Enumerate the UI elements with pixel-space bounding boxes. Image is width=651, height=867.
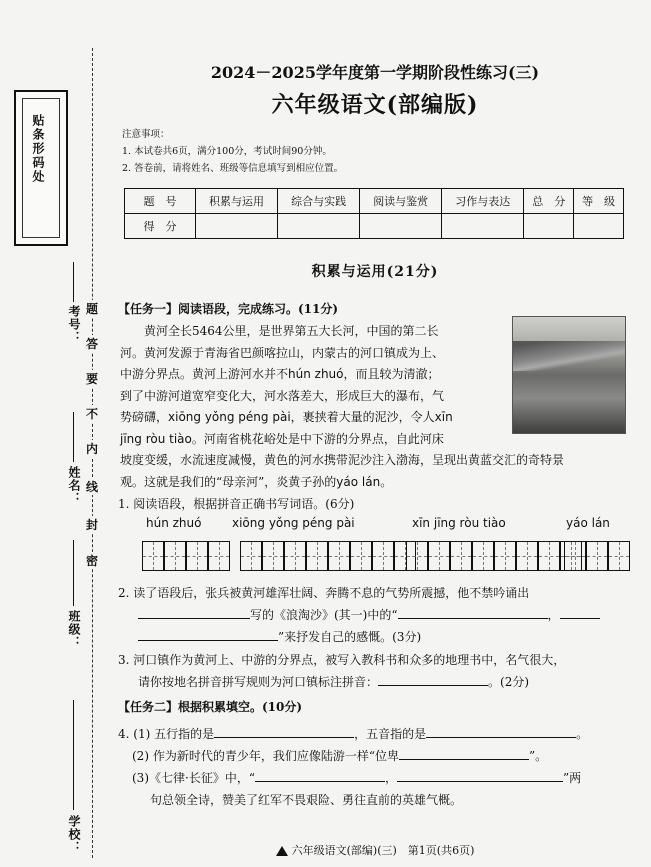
- yellow-river-photo: [512, 316, 626, 434]
- grid-cell[interactable]: [142, 541, 164, 571]
- answer-blank[interactable]: [378, 673, 488, 686]
- grid-cell[interactable]: [328, 541, 350, 571]
- q4-text: ，五音指的是: [354, 727, 427, 741]
- grid-cell[interactable]: [428, 541, 450, 571]
- grid-cell[interactable]: [164, 541, 186, 571]
- table-header: 习作与表达: [442, 189, 524, 214]
- table-row-label: 得 分: [125, 214, 196, 239]
- q1-text: 1. 阅读语段，根据拼音正确书写词语。(6分): [118, 497, 355, 511]
- school-blank: [73, 700, 74, 810]
- q4-text: (3)《七律·长征》中，“: [132, 771, 255, 785]
- class-label: 班级：: [67, 610, 81, 649]
- q1-pinyin-label: hún zhuó: [146, 516, 202, 530]
- score-cell[interactable]: [196, 214, 278, 239]
- score-table-header-row: [125, 189, 624, 214]
- table-header: 题 号: [125, 189, 196, 214]
- answer-blank[interactable]: [214, 725, 354, 738]
- q4-text: 4. (1) 五行指的是: [118, 727, 215, 741]
- grid-cell[interactable]: [608, 541, 630, 571]
- score-cell[interactable]: [278, 214, 360, 239]
- passage-line: 坡度变缓，水流速度减慢，黄色的河水携带泥沙注入渤海，呈现出黄蓝交汇的奇特景: [120, 453, 565, 467]
- q3-line: 3. 河口镇作为黄河上、中游的分界点，被写入教科书和众多的地理书中，名气很大，: [118, 653, 566, 667]
- answer-blank[interactable]: [398, 606, 548, 619]
- q4-line: [132, 746, 547, 768]
- passage-text: 势磅礴，: [120, 410, 169, 424]
- grid-cell[interactable]: [262, 541, 284, 571]
- grid-cell[interactable]: [538, 541, 560, 571]
- q1-pinyin-label: xiōng yǒng péng pài: [232, 516, 355, 530]
- answer-blank[interactable]: [255, 769, 385, 782]
- grid-cell[interactable]: [494, 541, 516, 571]
- score-cell[interactable]: [442, 214, 524, 239]
- exam-no-blank: [73, 262, 74, 302]
- passage-line: [120, 364, 440, 386]
- pinyin-text: jīng ròu tiào: [120, 432, 192, 446]
- grid-cell[interactable]: [564, 541, 586, 571]
- task1-label: 【任务一】阅读语段，完成练习。(11分): [118, 302, 339, 316]
- passage-text: 中游分界点。黄河上游河水并不: [120, 367, 289, 381]
- comma: ，: [547, 608, 560, 622]
- q2-line: [138, 605, 600, 627]
- score-cell[interactable]: [524, 214, 574, 239]
- q1-pinyin-label: yáo lán: [566, 516, 610, 530]
- grid-cell[interactable]: [472, 541, 494, 571]
- q4-line: 句总领全诗，赞美了红军不畏艰险、勇往直前的英雄气概。: [150, 793, 463, 807]
- q4-line: [132, 768, 581, 790]
- table-header: 总 分: [524, 189, 574, 214]
- pinyin-text: hún zhuó: [288, 367, 344, 381]
- answer-grid[interactable]: [142, 541, 230, 571]
- class-blank: [73, 540, 74, 606]
- seal-char: 题: [85, 302, 98, 316]
- notes: [122, 126, 343, 177]
- grid-cell[interactable]: [372, 541, 394, 571]
- score-cell[interactable]: [574, 214, 624, 239]
- grid-cell[interactable]: [208, 541, 230, 571]
- table-header: 阅读与鉴赏: [360, 189, 442, 214]
- answer-blank[interactable]: [397, 769, 563, 782]
- seal-char: 线: [85, 480, 98, 494]
- passage-text: 观。这就是我们的“母亲河”，炎黄子孙的: [120, 475, 337, 489]
- comma: ，: [384, 771, 397, 785]
- grid-cell[interactable]: [284, 541, 306, 571]
- section-title: 积累与运用(21分): [311, 264, 439, 280]
- task2-label: 【任务二】根据积累填空。(10分): [118, 700, 303, 714]
- seal-char: 密: [85, 554, 98, 568]
- answer-grid[interactable]: [240, 541, 416, 571]
- table-header: 等 级: [574, 189, 624, 214]
- passage-text: 。河南省桃花峪处是中下游的分界点，自此河床: [191, 432, 444, 446]
- notes-heading: 注意事项：: [122, 129, 170, 140]
- grid-cell[interactable]: [306, 541, 328, 571]
- seal-char: 封: [85, 518, 98, 532]
- exam-title: 2024－2025学年度第一学期阶段性练习(三): [210, 63, 540, 82]
- seal-char: 要: [85, 372, 98, 386]
- table-header: 综合与实践: [278, 189, 360, 214]
- answer-blank[interactable]: [399, 747, 529, 760]
- passage-line: 黄河全长5464公里，是世界第五大长河，中国的第二长: [144, 324, 439, 338]
- seal-char: 不: [85, 407, 98, 421]
- grid-cell[interactable]: [516, 541, 538, 571]
- period: 。: [380, 475, 393, 489]
- pinyin-text: yáo lán: [336, 475, 381, 489]
- q1-pinyin-label: xīn jīng ròu tiào: [412, 516, 506, 530]
- q3-text: 请你按地名拼音拼写规则为河口镇标注拼音：: [138, 675, 379, 689]
- passage-line: 到了中游河道宽窄变化大，河水落差大，形成巨大的瀑布，气: [120, 389, 445, 403]
- footer-text: 六年级语文(部编)(三) 第1页(共6页): [291, 844, 475, 857]
- answer-blank[interactable]: [426, 725, 576, 738]
- score-cell[interactable]: [360, 214, 442, 239]
- answer-grid[interactable]: [564, 541, 630, 571]
- passage-text: ，而且较为清澈；: [343, 367, 440, 381]
- seal-char: 内: [85, 442, 98, 456]
- q2-text: ”来抒发自己的感慨。(3分): [278, 630, 422, 644]
- school-label: 学校：: [67, 815, 81, 854]
- grid-cell[interactable]: [350, 541, 372, 571]
- q4-text: ”两: [562, 771, 582, 785]
- notes-item: 2. 答卷前，请将姓名、班级等信息填写到相应位置。: [122, 163, 344, 174]
- pinyin-text: xīn: [434, 410, 453, 424]
- passage-line: [120, 429, 444, 451]
- q2-line: 2. 读了语段后，张兵被黄河雄浑壮阔、奔腾不息的气势所震撼，他不禁吟诵出: [118, 586, 530, 600]
- grid-cell[interactable]: [586, 541, 608, 571]
- barcode-area: [14, 90, 68, 246]
- answer-blank[interactable]: [560, 606, 600, 619]
- passage-text: ，裹挟着大量的泥沙，令人: [290, 410, 435, 424]
- name-label: 姓名：: [67, 466, 81, 505]
- score-table-row: [125, 214, 624, 239]
- grid-cell[interactable]: [240, 541, 262, 571]
- table-header: 积累与运用: [196, 189, 278, 214]
- grid-cell[interactable]: [406, 541, 428, 571]
- passage-line: 河。黄河发源于青海省巴颜喀拉山，内蒙古的河口镇成为上、: [120, 346, 445, 360]
- q2-text: 写的《浪淘沙》(其一)中的“: [250, 608, 398, 622]
- exam-subtitle: 六年级语文(部编版): [271, 92, 479, 118]
- q4-text: (2) 作为新时代的青少年，我们应像陆游一样“位卑: [132, 749, 399, 763]
- notes-item: 1. 本试卷共6页，满分100分，考试时间90分钟。: [122, 146, 332, 157]
- answer-blank[interactable]: [138, 628, 278, 641]
- q4-text: ”。: [528, 749, 548, 763]
- seal-char: 答: [85, 337, 98, 351]
- period: 。: [576, 727, 589, 741]
- exam-no-label: 考号：: [67, 305, 81, 344]
- pinyin-text: xiōng yǒng péng pài: [168, 410, 291, 424]
- q3-line: [138, 672, 529, 694]
- score-table: [124, 188, 624, 239]
- grid-cell[interactable]: [186, 541, 208, 571]
- page-footer: [110, 842, 640, 858]
- barcode-label: 贴条形码处: [31, 114, 45, 184]
- passage-line: [120, 472, 392, 494]
- answer-grid[interactable]: [406, 541, 582, 571]
- triangle-icon: [276, 846, 288, 856]
- grid-cell[interactable]: [450, 541, 472, 571]
- q4-line: [118, 724, 588, 746]
- q3-score: 。(2分): [488, 675, 530, 689]
- answer-blank[interactable]: [138, 606, 250, 619]
- name-blank: [73, 412, 74, 462]
- q2-line: [138, 627, 421, 649]
- passage-line: [120, 407, 453, 429]
